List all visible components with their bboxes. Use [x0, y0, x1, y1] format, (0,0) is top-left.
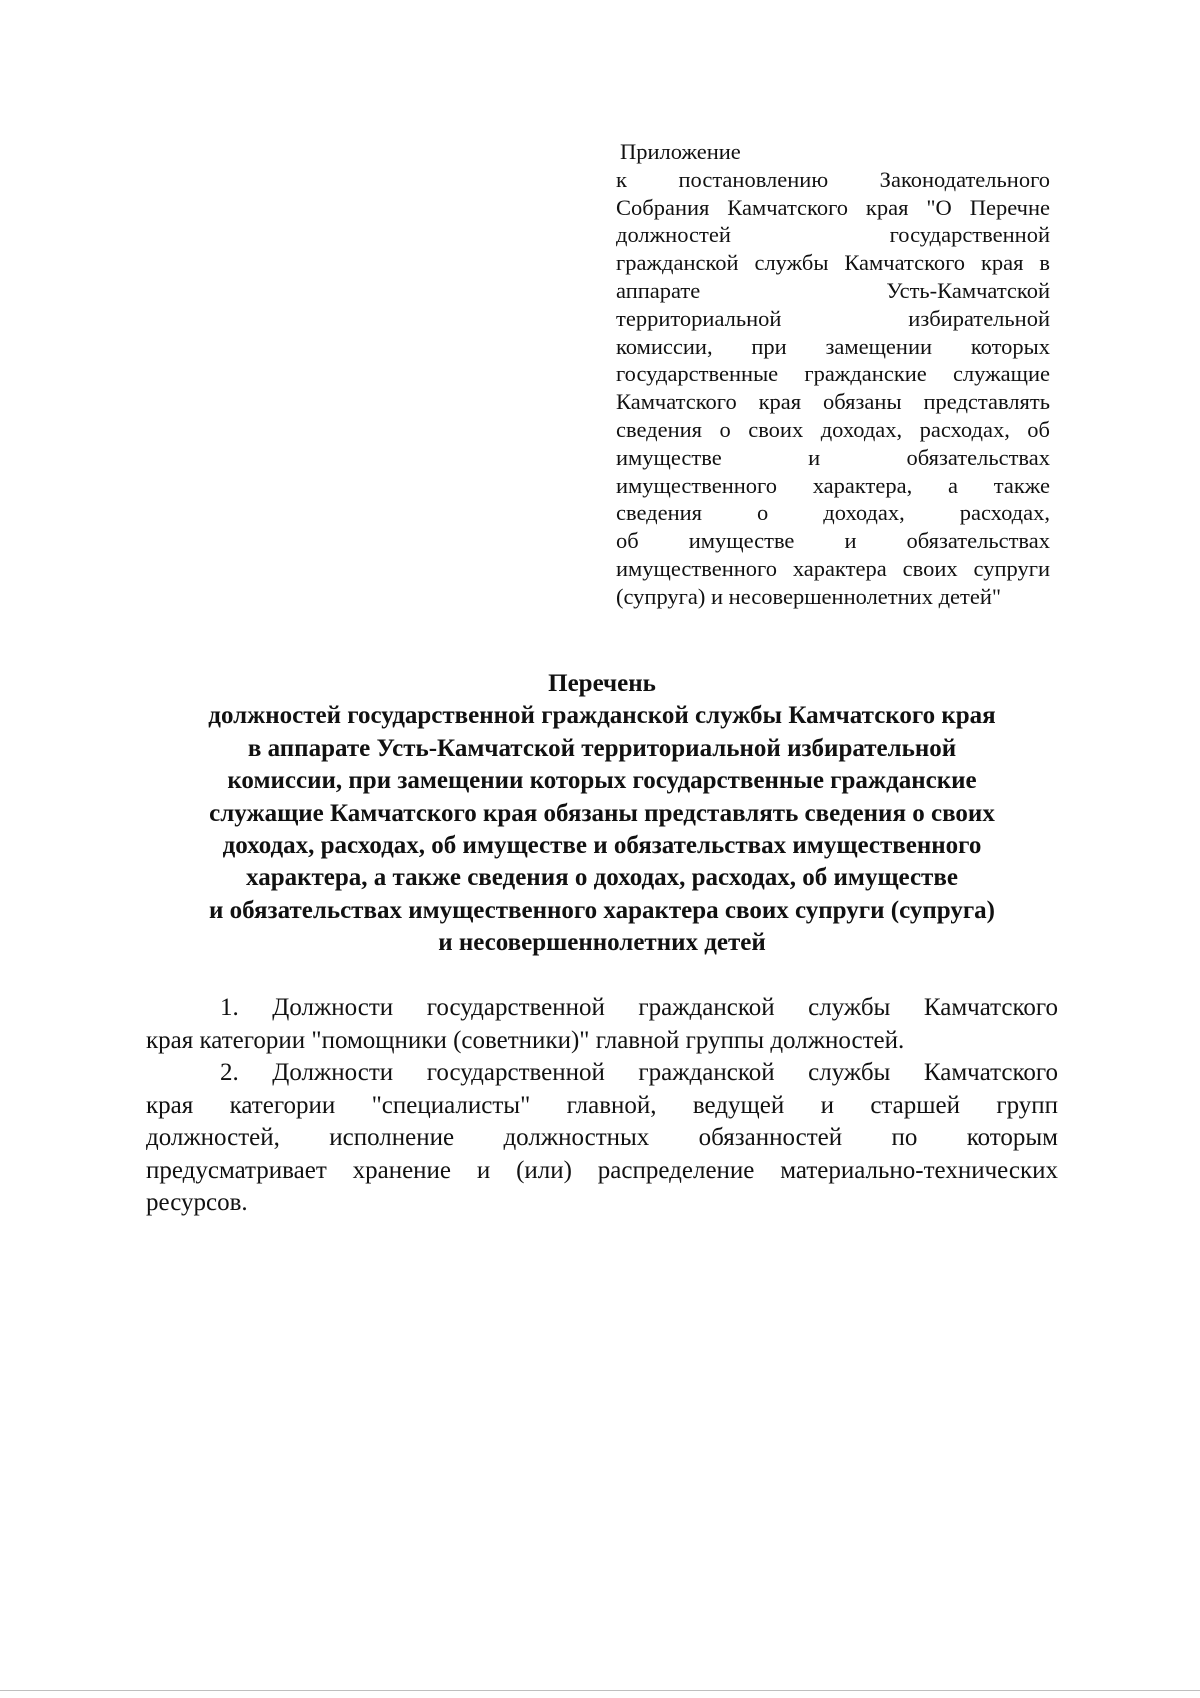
appendix-line: имущественного характера своих супруги — [616, 555, 1050, 581]
title-line: характера, а также сведения о доходах, расходах, об имуществе — [246, 864, 958, 892]
title-line: комиссии, при замещении которых государственные гражданские — [227, 767, 977, 795]
title-line: в аппарате Усть-Камчатской территориальной избирательной — [247, 734, 957, 762]
scan-edge-divider — [0, 1690, 1200, 1691]
title-line: доходах, расходах, об имуществе и обязательствах имущественного — [222, 832, 982, 860]
title-heading: Перечень — [548, 670, 656, 697]
appendix-line: (супруга) и несовершеннолетних детей" — [616, 583, 1002, 609]
appendix-line: государственные гражданские служащие — [616, 361, 1050, 387]
appendix-line: территориальной избирательной — [616, 305, 1050, 331]
paragraph-line: ресурсов. — [146, 1189, 248, 1216]
title-line: служащие Камчатского края обязаны представлять сведения о своих — [209, 799, 995, 827]
paragraph-line: края категории "специалисты" главной, ведущей и старшей групп — [146, 1091, 1058, 1119]
appendix-line: должностей государственной — [616, 222, 1050, 248]
appendix-line: к постановлению Законодательного — [616, 166, 1050, 192]
document-title — [110, 668, 1094, 960]
appendix-line: гражданской службы Камчатского края в — [616, 250, 1050, 276]
paragraph-line: края категории "помощники (советники)" главной группы должностей. — [146, 1026, 905, 1054]
list-item — [146, 1057, 1058, 1220]
appendix-line: аппарате Усть-Камчатской — [616, 277, 1050, 303]
appendix-line: Камчатского края обязаны представлять — [616, 389, 1050, 415]
document-body — [146, 992, 1058, 1220]
appendix-line: сведения о доходах, расходах, — [616, 500, 1050, 526]
paragraph-line: должностей, исполнение должностных обязанностей по которым — [146, 1124, 1058, 1151]
appendix-line: Собрания Камчатского края "О Перечне — [616, 194, 1050, 220]
appendix-line: об имуществе и обязательствах — [616, 528, 1050, 554]
appendix-line: сведения о своих доходах, расходах, об — [616, 416, 1050, 442]
paragraph-line: предусматривает хранение и (или) распределение материально-технических — [146, 1156, 1058, 1184]
title-line: должностей государственной гражданской службы Камчатского края — [208, 702, 996, 730]
paragraph-line: 2. Должности государственной гражданской службы Камчатского — [220, 1059, 1058, 1086]
appendix-line: имущественного характера, а также — [616, 472, 1050, 498]
paragraph-line: 1. Должности государственной гражданской службы Камчатского — [220, 994, 1058, 1021]
title-line: и несовершеннолетних детей — [438, 929, 766, 957]
appendix-heading: Приложение — [620, 139, 741, 164]
appendix-block — [616, 138, 1050, 611]
appendix-line: имуществе и обязательствах — [616, 444, 1050, 470]
appendix-line: комиссии, при замещении которых — [616, 333, 1050, 359]
list-item — [146, 992, 1058, 1057]
title-line: и обязательствах имущественного характера своих супруги (супруга) — [209, 896, 995, 924]
